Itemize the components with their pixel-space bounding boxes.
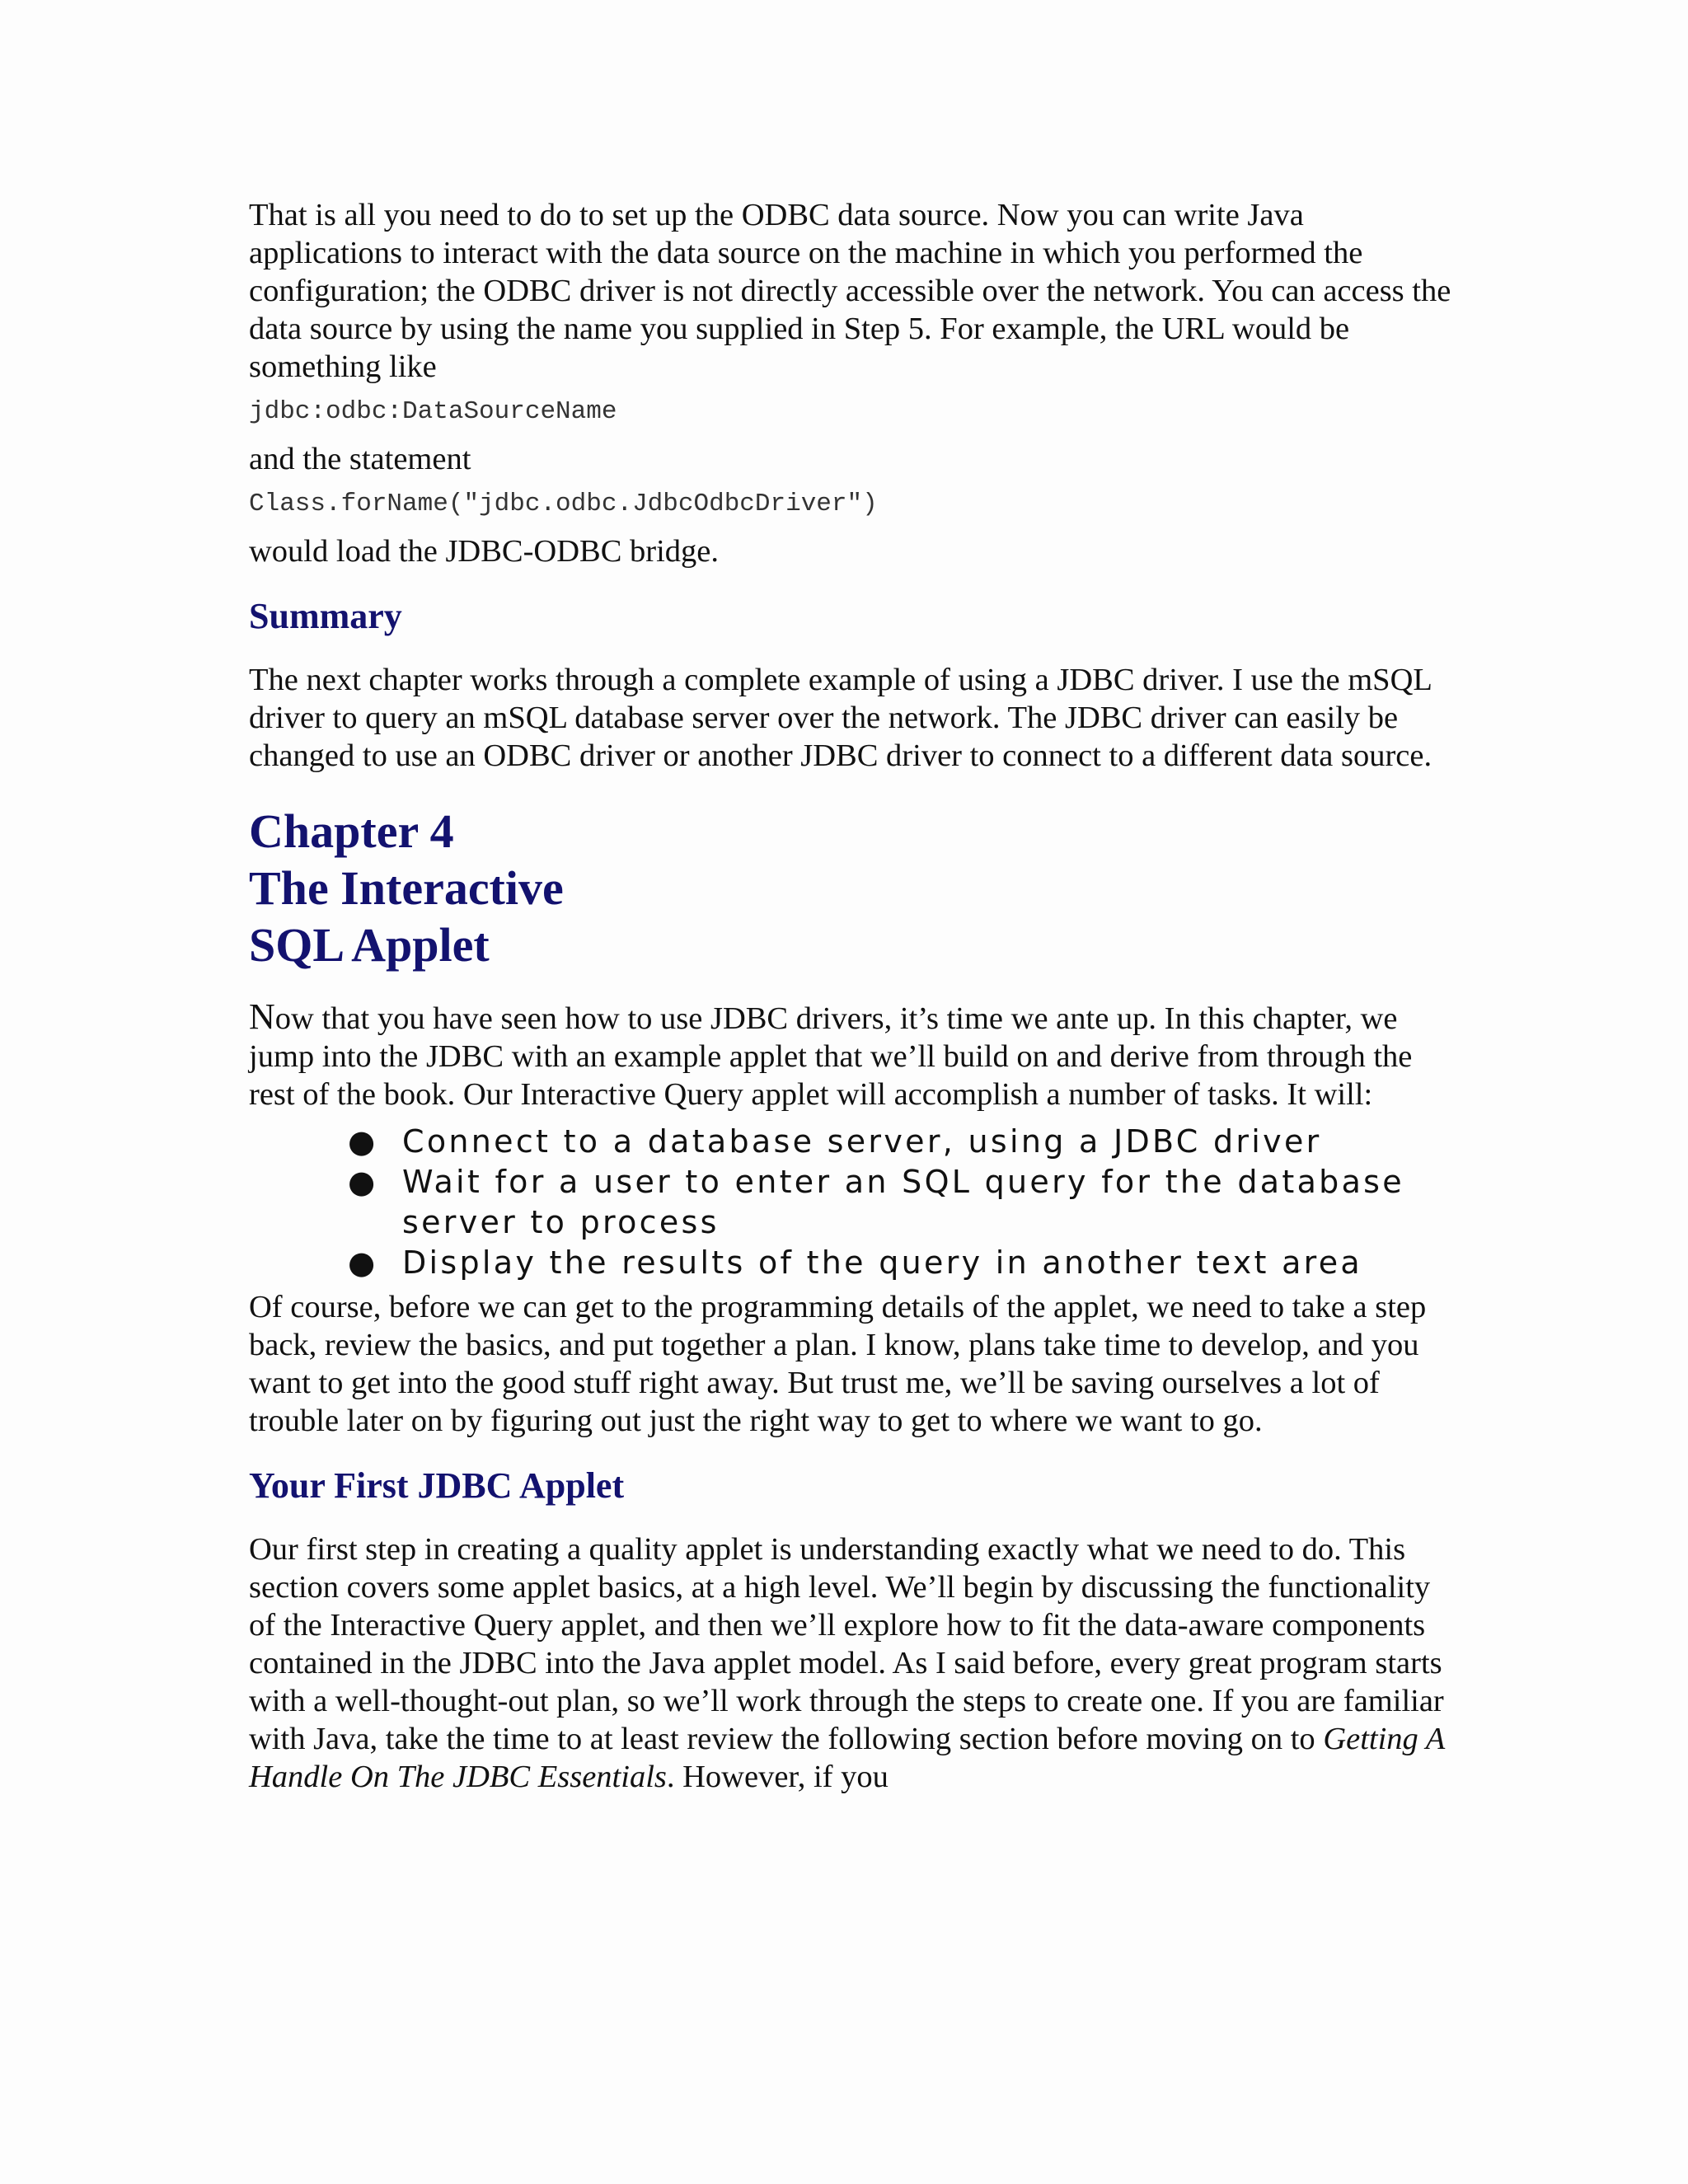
bullet-icon: ● xyxy=(348,1123,378,1160)
summary-paragraph: The next chapter works through a complete example of using a JDBC driver. I use the mSQL driver to query an mSQL database server over the network. The JDBC driver can easily be changed to use an ODBC driver or another JDBC driver to connect to a different data source. xyxy=(249,663,1432,773)
task-list xyxy=(249,1122,1461,1283)
first-applet-paragraph xyxy=(249,1530,1461,1796)
document-page xyxy=(249,196,1461,1796)
paragraph-plan: Of course, before we can get to the programming details of the applet, we need to take a step back, review the basics, and put together a plan. I know, plans take time to develop, and you want to get into the good stuff right away. But trust me, we’ll be saving ourselves a lot of trouble later on by figuring out just the right way to get to where we want to go. xyxy=(249,1290,1427,1438)
chapter-title-line2: The Interactive xyxy=(249,861,564,915)
first-applet-text-end: . However, if you xyxy=(666,1760,889,1794)
chapter-title-line1: Chapter 4 xyxy=(249,804,454,858)
paragraph-odbc-setup: That is all you need to do to set up the ODBC data source. Now you can write Java applications to interact with the data source on the machine in which you performed the configuration; the ODBC driver is not directly accessible over the network. You can access the data source by using the name you supplied in Step 5. For example, the URL would be something like xyxy=(249,198,1451,384)
first-applet-text: Our first step in creating a quality applet is understanding exactly what we need to do. This section covers some applet basics, at a high level. We’ll begin by discussing the functionality of the Interactive Query applet, and then we’ll explore how to fit the data-aware components contained in the JDBC into the Java applet model. As I said before, every great program starts with a well-thought-out plan, so we’ll work through the steps to create one. If you are familiar with Java, take the time to at least review the following section before moving on to xyxy=(249,1532,1444,1756)
first-applet-heading: Your First JDBC Applet xyxy=(249,1465,625,1506)
list-item xyxy=(348,1122,1461,1162)
bullet-icon: ● xyxy=(348,1164,378,1200)
list-item-text: Display the results of the query in another text area xyxy=(402,1244,1363,1281)
list-item-text: Wait for a user to enter an SQL query for the database server to process xyxy=(402,1164,1404,1240)
list-item-text: Connect to a database server, using a JDBC driver xyxy=(402,1123,1322,1160)
chapter-title xyxy=(249,803,1461,973)
section-reference: Getting A Handle On The JDBC Essentials xyxy=(249,1722,1445,1794)
drop-cap: N xyxy=(249,996,275,1037)
code-class-forname: Class.forName("jdbc.odbc.JdbcOdbcDriver") xyxy=(249,490,878,518)
paragraph-and-the-statement: and the statement xyxy=(249,442,471,476)
code-jdbc-url: jdbc:odbc:DataSourceName xyxy=(249,397,617,426)
chapter-intro-paragraph xyxy=(249,998,1461,1113)
bullet-icon: ● xyxy=(348,1244,378,1281)
paragraph-load-bridge: would load the JDBC-ODBC bridge. xyxy=(249,534,719,569)
list-item xyxy=(348,1243,1461,1283)
chapter-intro-text: ow that you have seen how to use JDBC drivers, it’s time we ante up. In this chapter, we jump into the JDBC with an example applet that we’ll build on and derive from through the rest of the book. Our Interactive Query applet will accomplish a number of tasks. It will: xyxy=(249,1001,1413,1112)
chapter-title-line3: SQL Applet xyxy=(249,918,490,972)
summary-heading: Summary xyxy=(249,596,402,636)
list-item xyxy=(348,1162,1461,1243)
